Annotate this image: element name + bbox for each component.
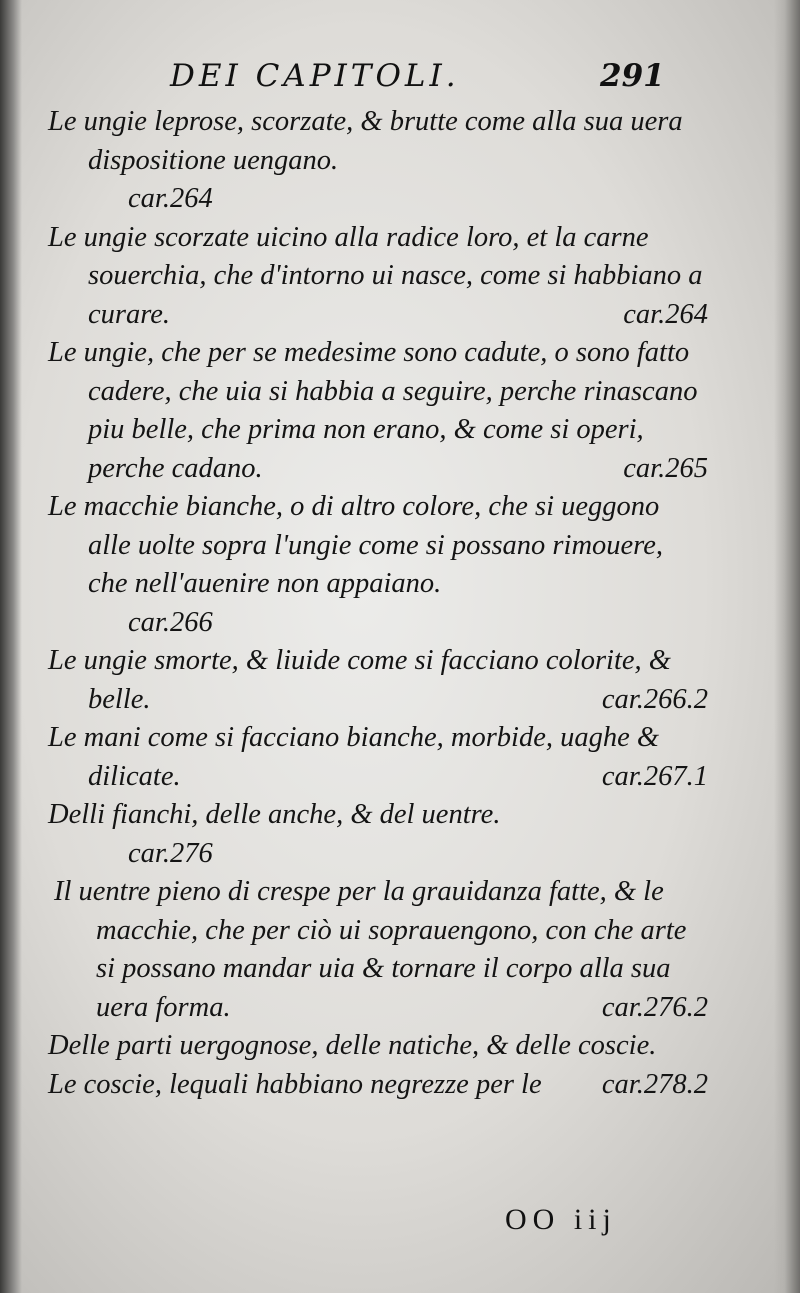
entry-text: Le ungie smorte, & liuide come si facciano colorite, & belle. — [48, 645, 671, 715]
index-text-block — [48, 103, 708, 1104]
index-entry — [48, 103, 708, 219]
running-header: DEI CAPITOLI. — [170, 58, 460, 94]
page-number: 291 — [600, 58, 665, 94]
entry-text: Delle parti uergognose, delle natiche, & delle coscie. — [48, 1030, 657, 1061]
index-entry — [48, 719, 708, 796]
entry-text: Le macchie bianche, o di altro colore, che si ueggono alle uolte sopra l'ungie come si possano rimouere, che nell'auenire non appaiano. — [48, 491, 663, 599]
entry-page-ref: car.278.2 — [601, 1068, 708, 1100]
entry-page-ref: car.264 — [128, 183, 213, 214]
entry-page-ref: car.265 — [623, 452, 708, 484]
entry-text: Le ungie leprose, scorzate, & brutte come alla sua uera dispositione uengano. — [48, 106, 683, 176]
entry-text: Il uentre pieno di crespe per la grauidanza fatte, & le macchie, che per ciò ui soprauengono, con che arte si possano mandar uia & tornare il corpo alla sua uera forma. — [54, 876, 687, 1023]
entry-text: Le ungie scorzate uicino alla radice loro, et la carne souerchia, che d'intorno ui nasce, come si habbiano a curare. — [48, 221, 703, 330]
entry-page-ref: car.264 — [623, 298, 708, 330]
entry-page-ref: car.267.1 — [601, 760, 708, 792]
signature-mark: OO iij — [505, 1203, 617, 1236]
entry-text: Le coscie, lequali habbiano negrezze per le — [48, 1068, 542, 1100]
entry-page-ref: car.276 — [128, 837, 213, 869]
entry-text: Delli fianchi, delle anche, & del uentre. — [48, 799, 501, 830]
entry-page-ref: car.266 — [128, 606, 213, 638]
page-edge-shadow-left — [0, 0, 22, 1293]
index-entry — [48, 642, 708, 719]
index-entry — [48, 488, 708, 642]
entry-text: Le mani come si facciano bianche, morbide, uaghe & dilicate. — [48, 722, 660, 792]
index-entry — [48, 334, 708, 488]
index-entry — [48, 219, 708, 335]
index-entry — [48, 873, 708, 1027]
index-entry — [48, 796, 708, 873]
entry-page-ref: car.266.2 — [601, 683, 708, 715]
entry-page-ref: car.276.2 — [601, 991, 708, 1023]
page-edge-shadow-right — [774, 0, 800, 1293]
entry-text: Le ungie, che per se medesime sono cadute, o sono fatto cadere, che uia si habbia a seguire, perche rinascano piu belle, che prima non erano, & come si operi, perche cadano. — [48, 337, 698, 484]
